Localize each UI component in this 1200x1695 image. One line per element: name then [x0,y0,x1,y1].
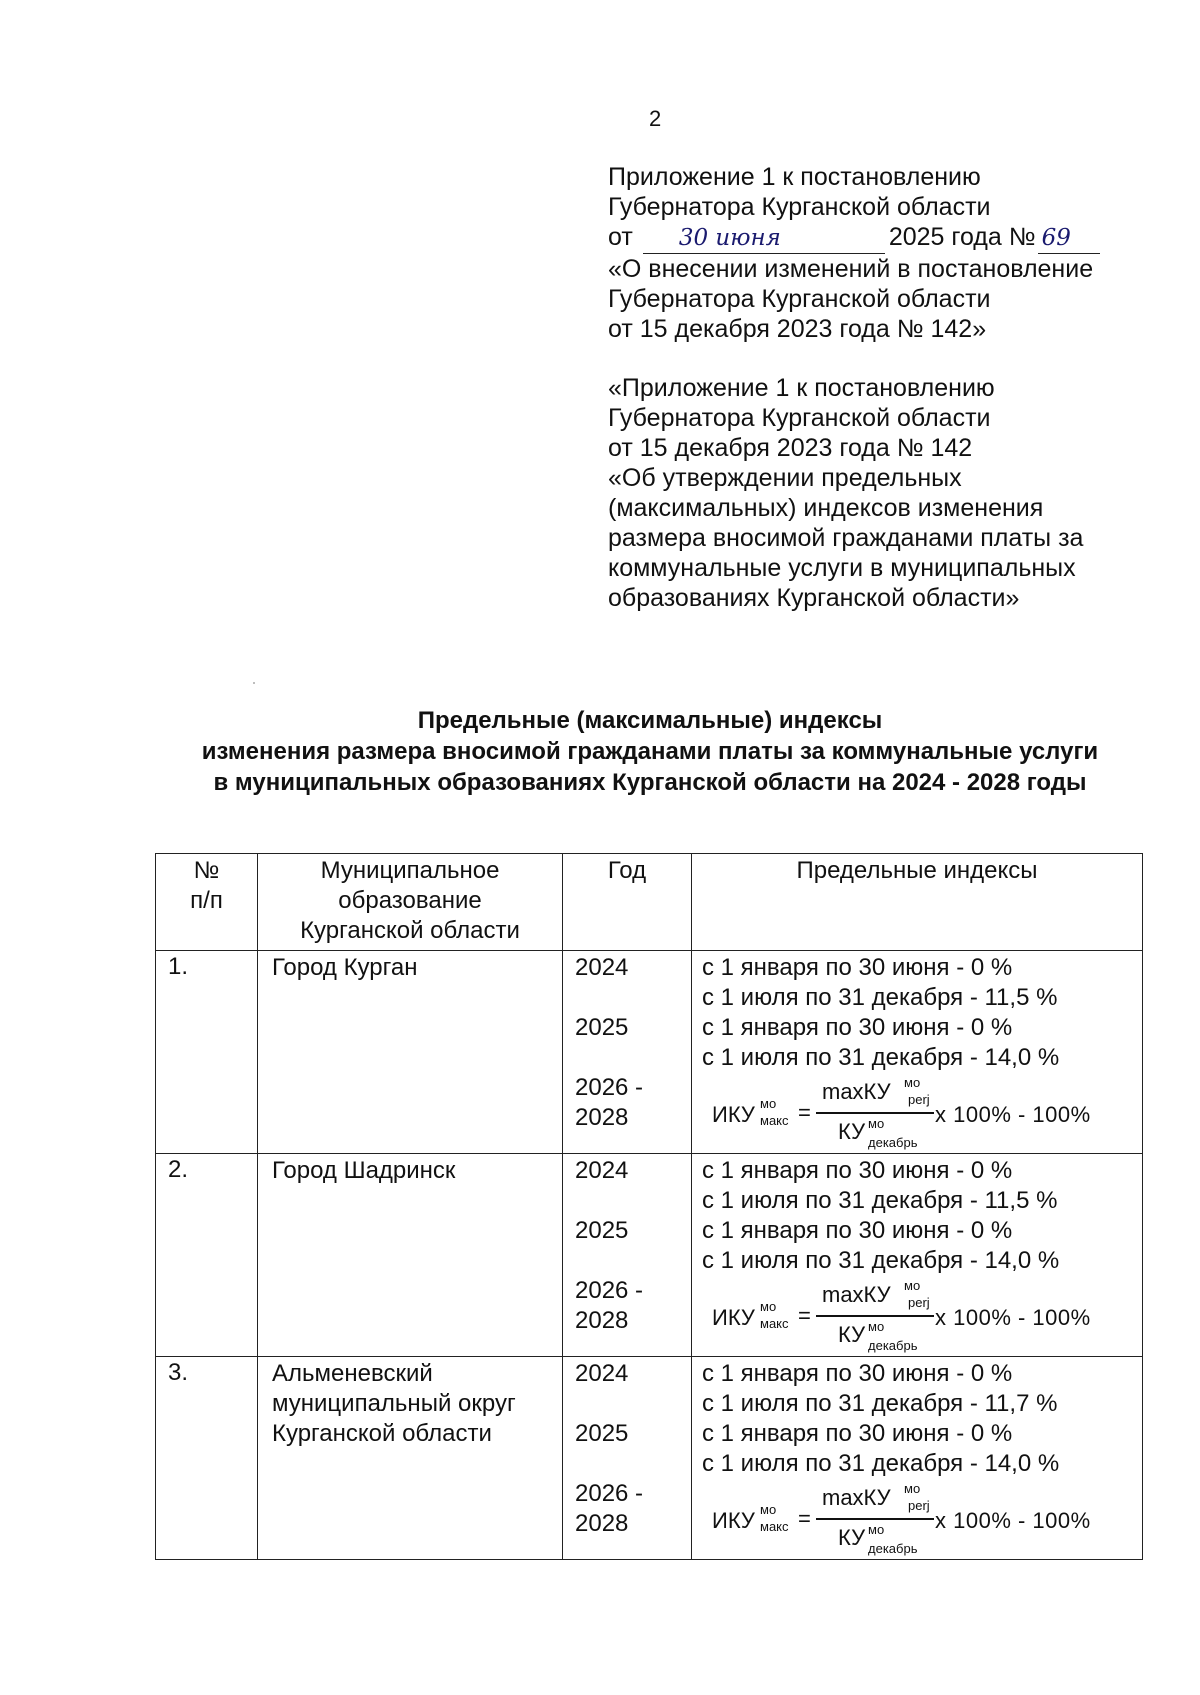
row-indices [692,1357,1143,1560]
formula-bar [816,1112,934,1114]
index-line: с 1 июля по 31 декабря - 14,0 % [702,1450,1060,1477]
year-range [575,1276,643,1336]
page-number: 2 [649,106,662,131]
header-mun-line: Муниципальное [320,857,500,884]
formula-tail: x 100% - 100% [935,1102,1091,1127]
formula-num-sup: мо [904,1075,921,1090]
date-prefix: от [608,223,633,251]
formula-eq: = [798,1303,811,1328]
index-line: с 1 января по 30 июня - 0 % [702,1217,1013,1244]
formula-numerator: maxКУ [822,1485,891,1510]
header-mun-line: Курганской области [300,917,520,944]
row-indices [692,951,1143,1154]
index-line: с 1 июля по 31 декабря - 11,5 % [702,1187,1058,1214]
index-formula [702,1075,1142,1153]
formula-den-sub: декабрь [868,1135,918,1150]
year-range-line: 2028 [575,1307,629,1334]
formula-lhs-sup: мо [760,1299,777,1314]
header-line: от 15 декабря 2023 года № 142 [608,434,973,462]
header-year: Год [563,854,692,951]
year-range [575,1479,643,1539]
formula-num-sub: perj [908,1092,930,1107]
year-range-line: 2028 [575,1104,629,1131]
formula-lhs: ИКУ [712,1508,755,1533]
row-years [563,951,692,1154]
table-header-row [156,854,1143,951]
formula-den-sub: декабрь [868,1338,918,1353]
index-formula [702,1278,1142,1356]
header-line: Губернатора Курганской области [608,285,991,313]
year-range-line: 2026 - [575,1480,644,1507]
row-indices [692,1154,1143,1357]
index-line: с 1 января по 30 июня - 0 % [702,954,1013,981]
row-municipality [258,1154,563,1357]
municipality-line: Город Курган [272,954,418,981]
formula-denominator: КУ [838,1322,866,1347]
header-line: от 15 декабря 2023 года № 142» [608,315,987,343]
formula-num-sup: мо [904,1481,921,1496]
formula-bar [816,1518,934,1520]
formula-lhs: ИКУ [712,1102,755,1127]
header-line: «О внесении изменений в постановление [608,255,1094,283]
year-2024: 2024 [575,1360,629,1387]
header-line: Губернатора Курганской области [608,193,991,221]
row-years [563,1357,692,1560]
index-line: с 1 января по 30 июня - 0 % [702,1014,1013,1041]
index-line: с 1 июля по 31 декабря - 14,0 % [702,1044,1060,1071]
index-line: с 1 января по 30 июня - 0 % [702,1157,1013,1184]
title-line: в муниципальных образованиях Курганской области на 2024 - 2028 годы [213,769,1087,796]
formula-numerator: maxКУ [822,1079,891,1104]
formula-tail: x 100% - 100% [935,1305,1091,1330]
header-line: «Об утверждении предельных [608,464,962,492]
year-range-line: 2026 - [575,1074,644,1101]
header-line: Губернатора Курганской области [608,404,991,432]
formula-lhs-sub: макс [760,1316,789,1331]
table-row [156,1154,1143,1357]
header-line: Приложение 1 к постановлению [608,163,981,191]
year-2025: 2025 [575,1014,629,1041]
formula-eq: = [798,1100,811,1125]
formula-lhs-sub: макс [760,1519,789,1534]
row-number: 1. [156,951,258,1154]
header-num-line: п/п [190,887,223,914]
formula-num-sup: мо [904,1278,921,1293]
year-2025: 2025 [575,1420,629,1447]
handwritten-number: 69 [1038,223,1100,254]
formula-den-sup: мо [868,1522,885,1537]
index-line: с 1 июля по 31 декабря - 11,7 % [702,1390,1058,1417]
index-line: с 1 января по 30 июня - 0 % [702,1360,1013,1387]
handwritten-date: 30 июня [643,223,885,254]
row-number: 2. [156,1154,258,1357]
index-line: с 1 июля по 31 декабря - 11,5 % [702,984,1058,1011]
header-num-line: № [193,857,220,884]
year-range-line: 2026 - [575,1277,644,1304]
row-years [563,1154,692,1357]
municipality-line: муниципальный округ [272,1390,516,1417]
table-row [156,1357,1143,1560]
header-line: коммунальные услуги в муниципальных [608,554,1076,582]
formula-tail: x 100% - 100% [935,1508,1091,1533]
title-line: изменения размера вносимой гражданами платы за коммунальные услуги [201,738,1099,765]
header-indices: Предельные индексы [692,854,1143,951]
formula-lhs-sub: макс [760,1113,789,1128]
row-number: 3. [156,1357,258,1560]
year-2024: 2024 [575,954,629,981]
formula-num-sub: perj [908,1295,930,1310]
formula-numerator: maxКУ [822,1282,891,1307]
scan-speck [253,682,255,684]
header-municipality [258,854,563,951]
document-title [140,705,1160,798]
index-formula [702,1481,1142,1559]
header-line: размера вносимой гражданами платы за [608,524,1084,552]
year-range [575,1073,643,1133]
formula-den-sub: декабрь [868,1541,918,1556]
index-line: с 1 января по 30 июня - 0 % [702,1420,1013,1447]
amendment-header [608,162,1178,344]
header-num [156,854,258,951]
year-2025: 2025 [575,1217,629,1244]
formula-lhs: ИКУ [712,1305,755,1330]
formula-bar [816,1315,934,1317]
year-range-line: 2028 [575,1510,629,1537]
municipality-line: Альменевский [272,1360,433,1387]
header-line: «Приложение 1 к постановлению [608,374,995,402]
formula-denominator: КУ [838,1119,866,1144]
year-2024: 2024 [575,1157,629,1184]
original-appendix-header [608,373,1178,613]
formula-den-sup: мо [868,1116,885,1131]
formula-lhs-sup: мо [760,1096,777,1111]
header-line: (максимальных) индексов изменения [608,494,1044,522]
date-suffix: 2025 года № [888,223,1036,251]
indices-table [155,853,1143,1560]
formula-den-sup: мо [868,1319,885,1334]
formula-lhs-sup: мо [760,1502,777,1517]
municipality-line: Город Шадринск [272,1157,456,1184]
header-line: образованиях Курганской области» [608,584,1020,612]
table-row [156,951,1143,1154]
header-mun-line: образование [338,887,482,914]
formula-denominator: КУ [838,1525,866,1550]
row-municipality [258,1357,563,1560]
municipality-line: Курганской области [272,1420,492,1447]
row-municipality [258,951,563,1154]
formula-num-sub: perj [908,1498,930,1513]
title-line: Предельные (максимальные) индексы [417,707,883,734]
formula-eq: = [798,1506,811,1531]
header-date-line [608,222,1178,254]
index-line: с 1 июля по 31 декабря - 14,0 % [702,1247,1060,1274]
